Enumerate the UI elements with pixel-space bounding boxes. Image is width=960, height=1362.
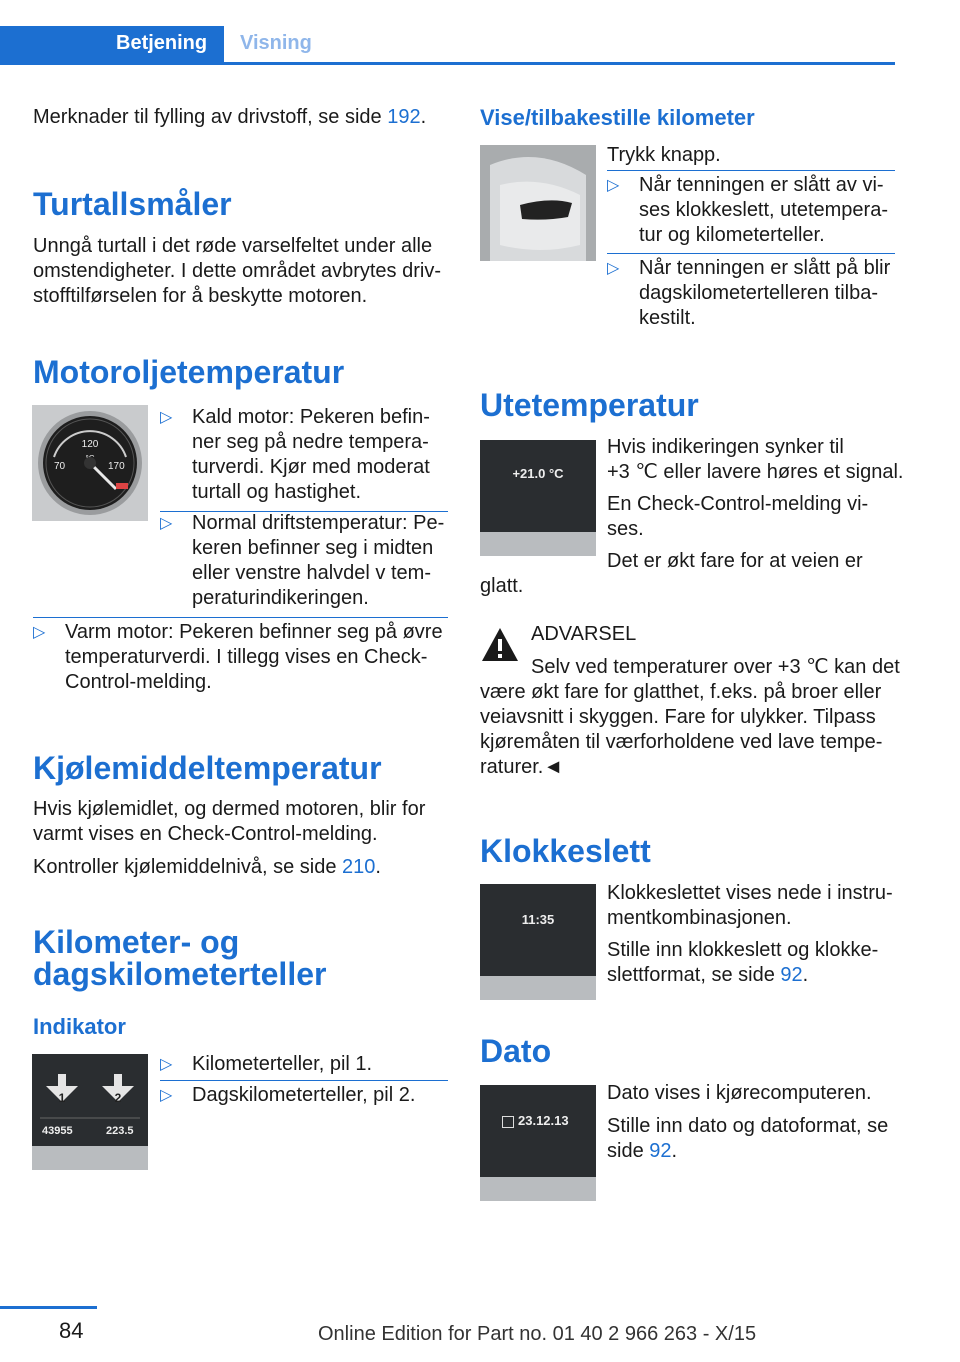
page-link[interactable]: 192 [387,106,421,128]
dato-paragraph-2: Stille inn dato og datoformat, se side 92. [607,1115,889,1162]
subheading-vise-tilbakestille: Vise/tilbakestille kilometer [480,105,755,130]
svg-text:120: 120 [81,439,99,450]
triangle-bullet-icon: ▷ [160,515,173,532]
chapter-tabs [0,26,895,65]
divider [607,253,895,254]
intro-paragraph: Merknader til fylling av drivstoff, se side 192. [33,106,427,128]
clock-display-image: 11:35 [480,884,596,1000]
press-button-text: Trykk knapp. [607,144,721,166]
page-link[interactable]: 92 [780,964,803,986]
ute-paragraph-1: Hvis indikeringen synker til +3 ℃ eller lavere høres et signal. [607,436,904,483]
divider [33,617,448,618]
dato-paragraph-1: Dato vises i kjørecomputeren. [607,1082,872,1104]
triangle-bullet-icon: ▷ [607,177,620,194]
page-link[interactable]: 92 [649,1140,672,1162]
svg-text:2: 2 [114,1091,122,1105]
reset-button-image [480,145,596,261]
heading-motoroljetemperatur: Motoroljetemperatur [33,354,345,390]
warning-body: være økt fare for glatthet, f.eks. på broer eller veiavsnitt i skyggen. Fare for ulykker. Tilpass kjøremåten til værforholdene ved lave tempe- raturer.◄ [480,681,883,778]
svg-text:1: 1 [58,1091,66,1105]
svg-text:43955: 43955 [42,1125,73,1137]
warning-line-1: Selv ved temperaturer over +3 ℃ kan det [531,656,900,678]
svg-text:223.5: 223.5 [106,1125,134,1137]
calendar-icon [502,1116,514,1128]
edition-text: Online Edition for Part no. 01 40 2 966 263 - X/15 [318,1323,757,1345]
warning-triangle-icon [480,625,520,665]
date-display-image: 23.12.13 [480,1085,596,1201]
oil-temp-gauge-image [32,405,148,521]
klokke-paragraph-1: Klokkeslettet vises nede i instru- mentkombinasjonen. [607,882,893,929]
ute-paragraph-3: Det er økt fare for at veien er [607,550,863,572]
subheading-indikator: Indikator [33,1014,126,1039]
heading-turtallsmaler: Turtallsmåler [33,186,232,222]
svg-text:170: 170 [108,461,125,472]
divider [607,170,895,171]
outside-temp-display-image: +21.0 °C [480,440,596,556]
page-link[interactable]: 210 [342,856,376,878]
ute-paragraph-3-end: glatt. [480,575,524,597]
triangle-bullet-icon: ▷ [160,409,173,426]
divider [160,1080,448,1081]
warning-title: ADVARSEL [531,623,637,645]
odometer-display-image [32,1054,148,1170]
triangle-bullet-icon: ▷ [33,624,46,641]
heading-klokkeslett: Klokkeslett [480,833,651,869]
heading-utetemperatur: Utetemperatur [480,387,699,423]
ute-paragraph-2: En Check-Control-melding vi- ses. [607,493,869,540]
tab-betjening-label: Betjening [116,32,208,54]
tab-visning-label[interactable]: Visning [240,32,312,54]
heading-dato: Dato [480,1033,552,1069]
kjole-paragraph: Hvis kjølemidlet, og dermed motoren, blir for varmt vises en Check-Control-melding. Kontroller kjølemiddelnivå, se side 210. [33,798,426,878]
footer-rule [0,1306,97,1309]
heading-kjolemiddeltemperatur: Kjølemiddeltemperatur [33,750,382,786]
triangle-bullet-icon: ▷ [607,260,620,277]
triangle-bullet-icon: ▷ [160,1056,173,1073]
klokke-paragraph-2: Stille inn klokkeslett og klokke- slettformat, se side 92. [607,939,879,986]
svg-text:70: 70 [54,461,66,472]
triangle-bullet-icon: ▷ [160,1087,173,1104]
turtall-paragraph: Unngå turtall i det røde varselfeltet under alle omstendigheter. I dette området avbrytes driv- stofftilførselen for å beskytte motoren. [33,235,441,307]
page-number: 84 [59,1318,84,1343]
heading-kilometer: Kilometer- og dagskilometerteller [33,924,327,992]
